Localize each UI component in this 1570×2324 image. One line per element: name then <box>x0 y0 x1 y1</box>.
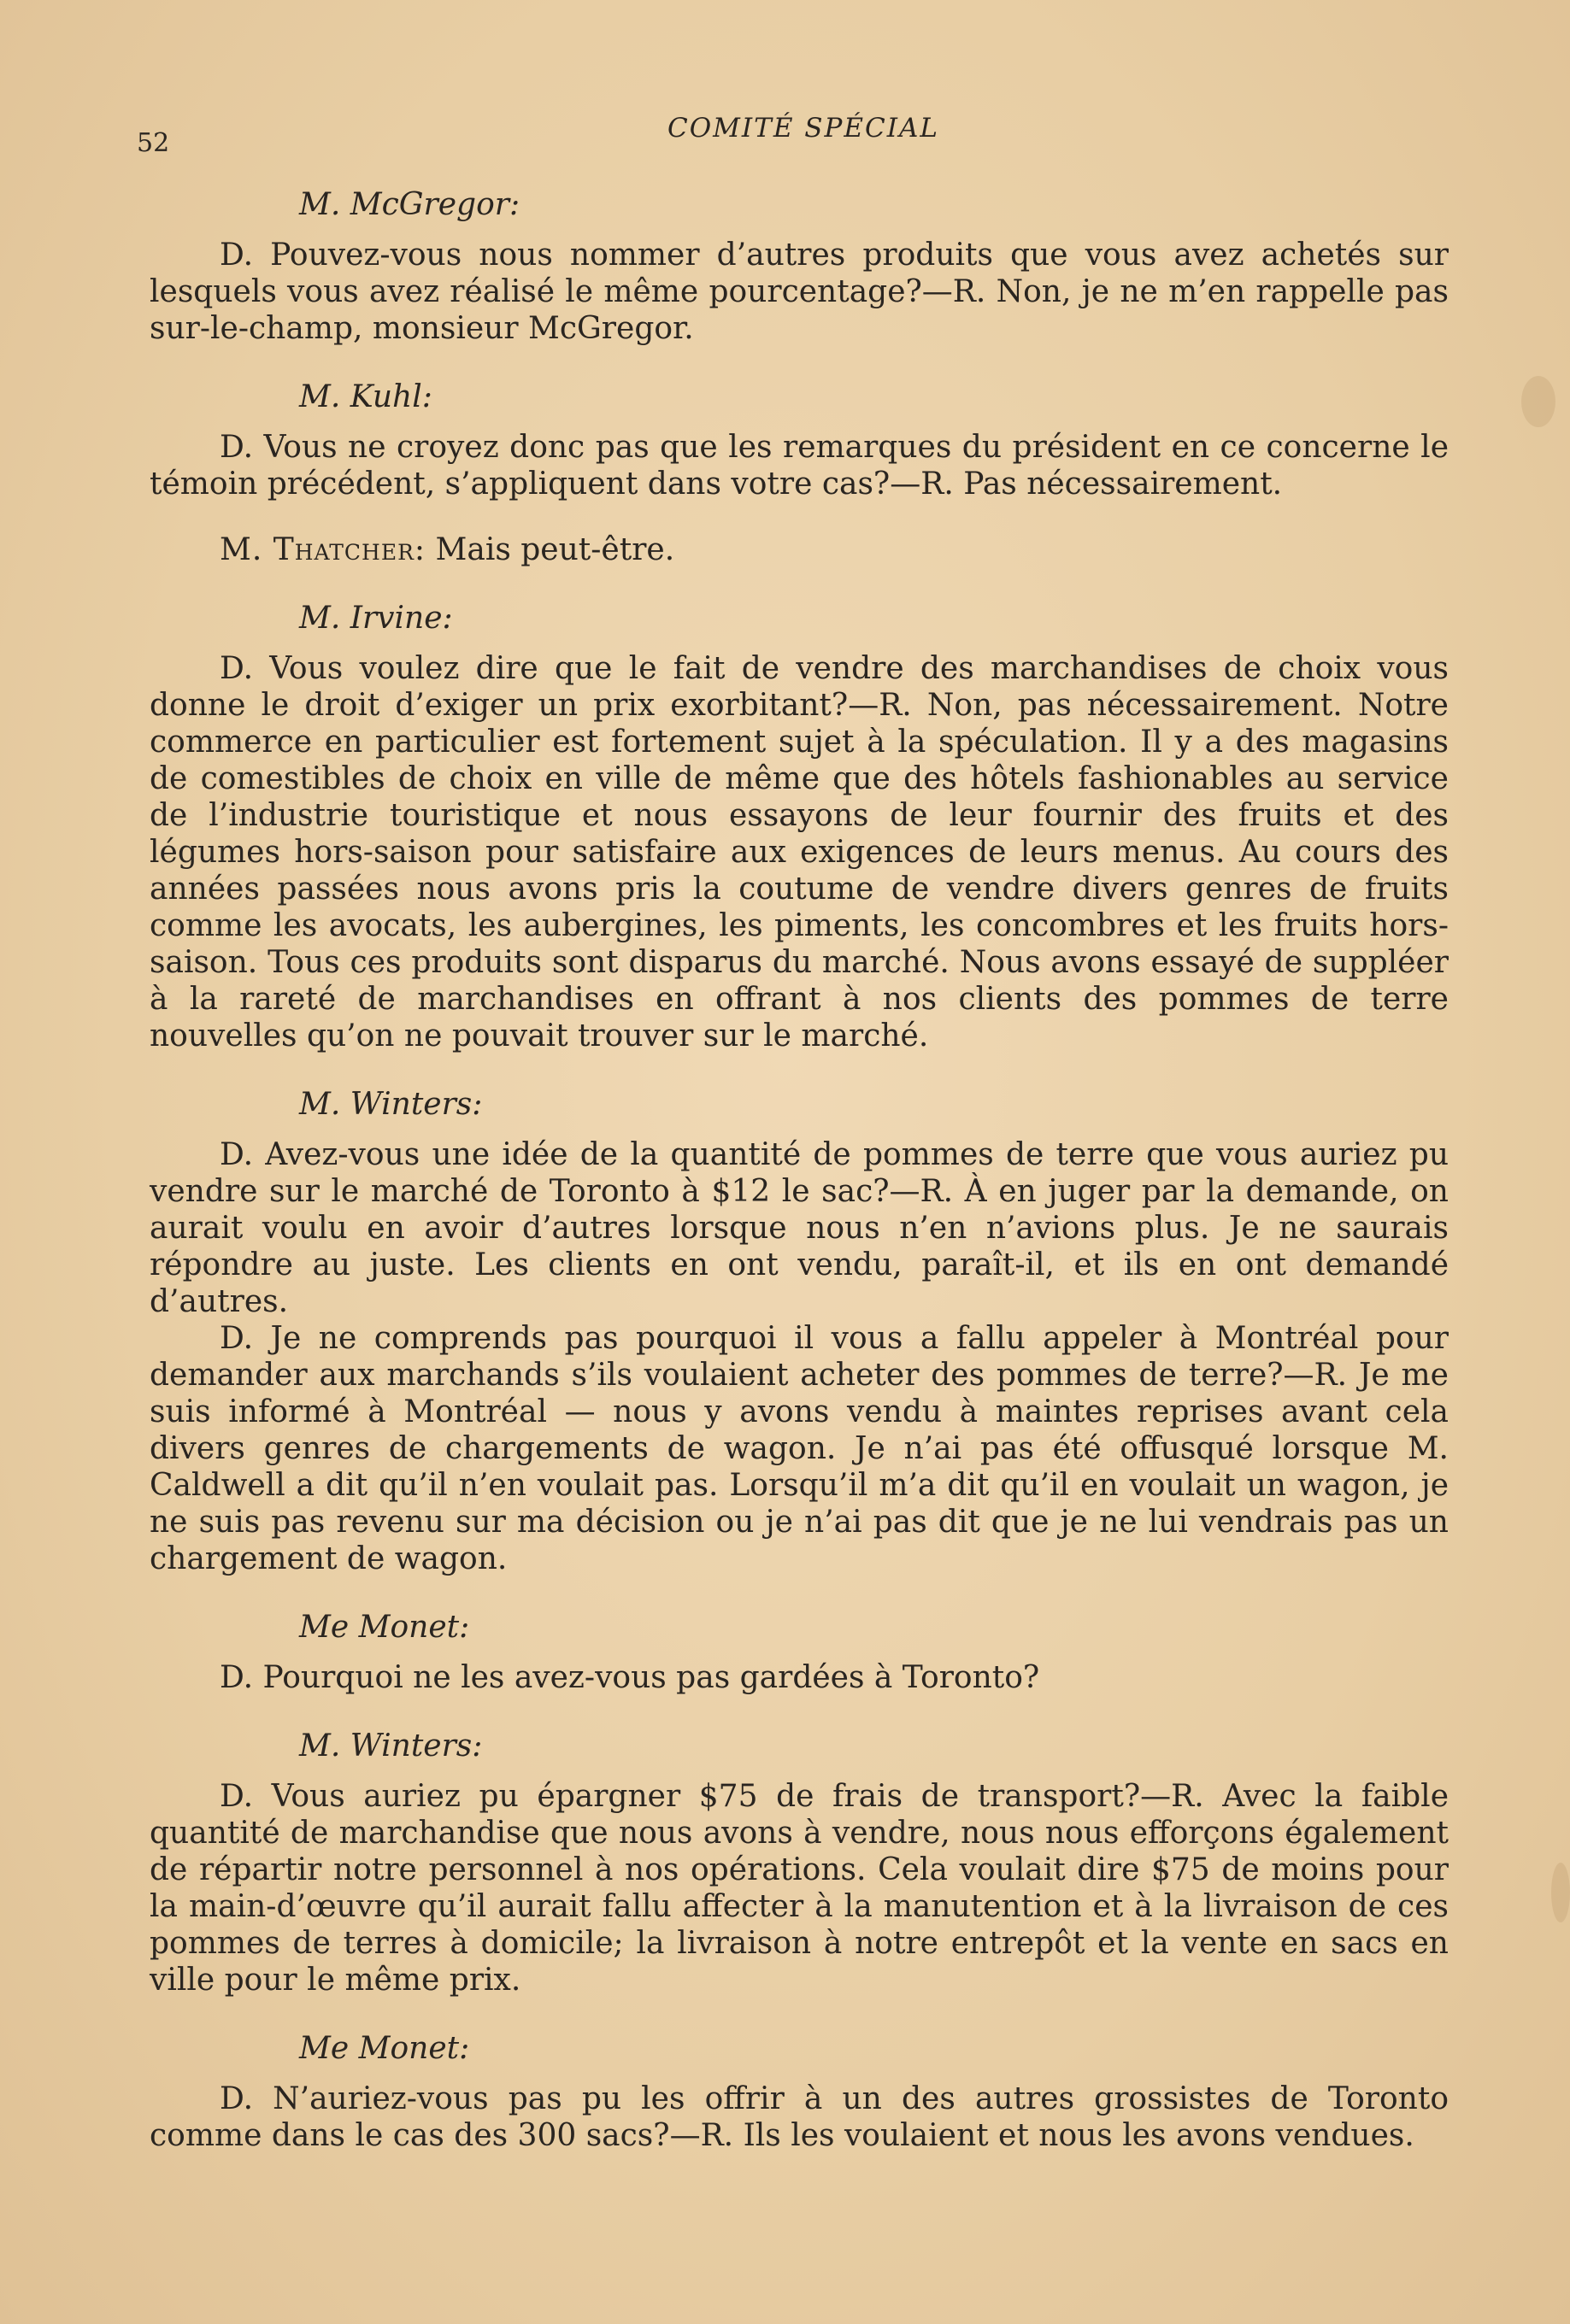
question-answer: D. Pouvez-vous nous nommer d’autres produits que vous avez achetés sur lesquels vous avez réalisé le même pourcentage?—R. Non, je ne m’en rappelle pas sur-le-champ, monsieur McGregor. <box>150 238 1449 346</box>
paper-stain <box>1551 1863 1570 1922</box>
page-number: 52 <box>137 128 170 158</box>
interjection-text: Mais peut-être. <box>426 532 675 567</box>
speaker-heading: M. Irvine: <box>299 601 453 636</box>
question-answer: D. Je ne comprends pas pourquoi il vous a fallu appeler à Montréal pour demander aux marchands s’ils voulaient acheter des pommes de terre?—R. Je me suis informé à Montréal — nous y avons vendu à maintes reprises avant cela divers genres de chargements de wagon. Je n’ai pas été offusqué lorsque M. Caldwell a dit qu’il n’en voulait pas. Lorsqu’il m’a dit qu’il en voulait un wagon, je ne suis pas revenu sur ma décision ou je n’ai pas dit que je ne lui vendrais pas un chargement de wagon. <box>150 1321 1449 1576</box>
paper-stain <box>1521 376 1555 427</box>
question-answer: D. Pourquoi ne les avez-vous pas gardées à Toronto? <box>220 1660 1040 1695</box>
speaker-heading: M. McGregor: <box>299 187 520 222</box>
transcript-body <box>150 184 1449 2183</box>
page-header <box>137 113 1470 164</box>
running-title: COMITÉ SPÉCIAL <box>667 113 939 144</box>
speaker-heading: M. Kuhl: <box>299 379 432 414</box>
question-answer: D. Vous voulez dire que le fait de vendre des marchandises de choix vous donne le droit d’exiger un prix exorbitant?—R. Non, pas nécessairement. Notre commerce en particulier est fortement sujet à la spéculation. Il y a des magasins de comestibles de choix en ville de même que des hôtels fashionables au service de l’industrie touristique et nous essayons de leur fournir des fruits et des légumes hors-saison pour satisfaire aux exigences de leurs menus. Au cours des années passées nous avons pris la coutume de vendre divers genres de fruits comme les avocats, les aubergines, les piments, les concombres et les fruits hors-saison. Tous ces produits sont disparus du marché. Nous avons essayé de suppléer à la rareté de marchandises en offrant à nos clients des pommes de terre nouvelles qu’on ne pouvait trouver sur le marché. <box>150 651 1449 1053</box>
speaker-heading: M. Winters: <box>299 1087 483 1122</box>
speaker-heading: M. Winters: <box>299 1728 483 1764</box>
question-answer: D. N’auriez-vous pas pu les offrir à un des autres grossistes de Toronto comme dans le cas des 300 sacs?—R. Ils les voulaient et nous les avons vendues. <box>150 2081 1449 2153</box>
speaker-heading: Me Monet: <box>299 1610 470 1645</box>
question-answer: D. Vous auriez pu épargner $75 de frais de transport?—R. Avec la faible quantité de marchandise que nous avons à vendre, nous nous efforçons également de répartir notre personnel à nos opérations. Cela voulait dire $75 de moins pour la main-d’œuvre qu’il aurait fallu affecter à la manutention et à la livraison de ces pommes de terres à domicile; la livraison à notre entrepôt et la vente en sacs en ville pour le même prix. <box>150 1779 1449 1998</box>
question-answer: D. Avez-vous une idée de la quantité de pommes de terre que vous auriez pu vendre sur le marché de Toronto à $12 le sac?—R. À en juger par la demande, on aurait voulu en avoir d’autres lorsque nous n’en n’avions plus. Je ne saurais répondre au juste. Les clients en ont vendu, paraît-il, et ils en ont demandé d’autres. <box>150 1137 1449 1319</box>
question-answer: D. Vous ne croyez donc pas que les remarques du président en ce concerne le témoin précédent, s’appliquent dans votre cas?—R. Pas nécessairement. <box>150 430 1449 502</box>
speaker-heading: Me Monet: <box>299 2031 470 2066</box>
interjection <box>150 531 1449 568</box>
interjection-speaker: M. Thatcher: <box>220 532 426 567</box>
